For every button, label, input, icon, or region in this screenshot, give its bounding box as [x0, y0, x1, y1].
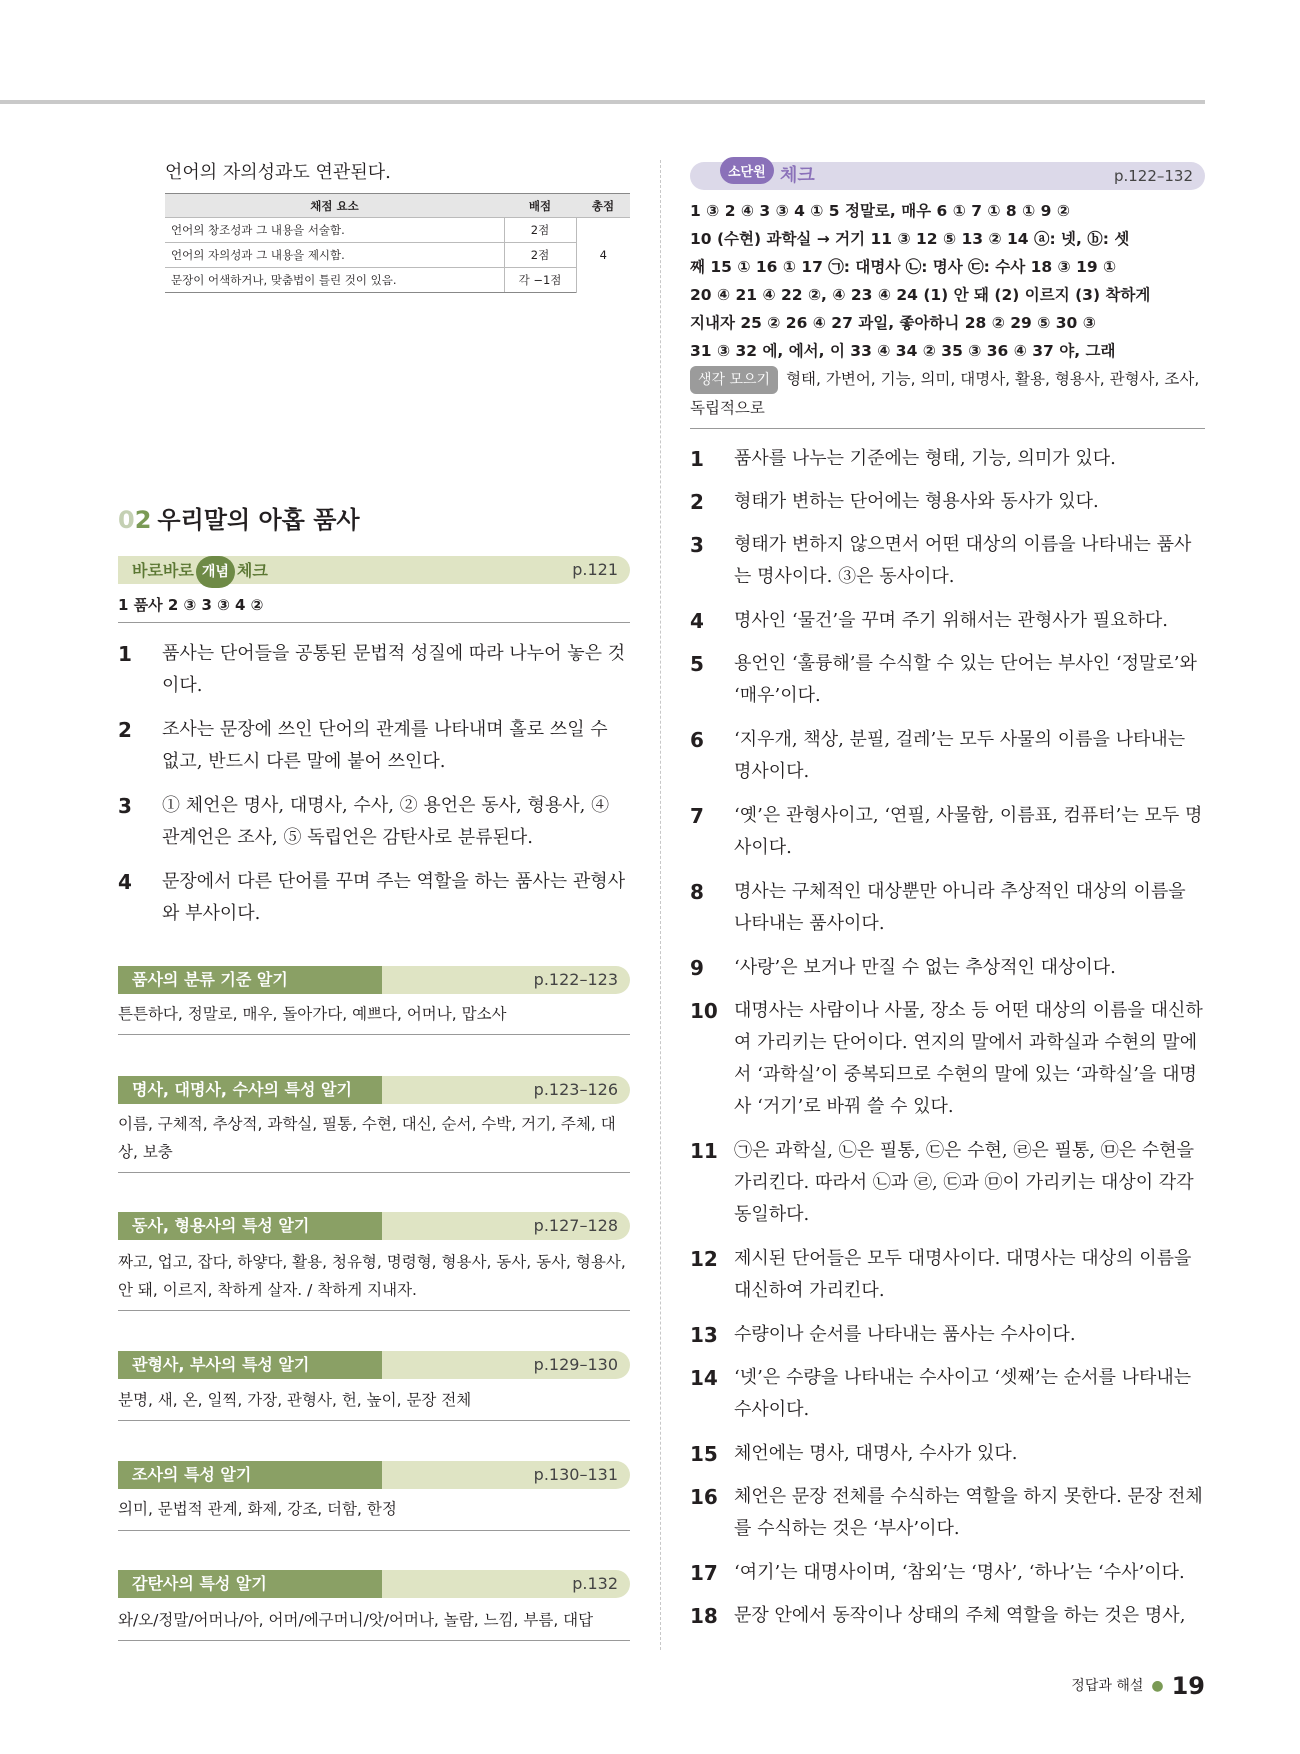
question-item: 7 ‘옛’은 관형사이고, ‘연필, 사물함, 이름표, 컴퓨터’는 모두 명사이다.: [690, 804, 1203, 858]
question-item: 14 ‘넷’은 수량을 나타내는 수사이고 ‘셋째’는 순서를 나타내는 수사이다.: [690, 1366, 1192, 1420]
page-number: 19: [1171, 1672, 1205, 1700]
question-item: 16 체언은 문장 전체를 수식하는 역할을 하지 못한다. 문장 전체를 수식하는 것은 ‘부사’이다.: [690, 1485, 1203, 1539]
unit-badge: 소단원: [720, 157, 774, 184]
score-item: 문장이 어색하거나, 맞춤법이 틀린 것이 있음.: [165, 268, 504, 293]
question-item: 4 명사인 ‘물건’을 꾸며 주기 위해서는 관형사가 필요하다.: [690, 609, 1169, 633]
answer-line: 지내자 25 ② 26 ④ 27 과일, 좋아하니 28 ② 29 ⑤ 30 ③: [690, 314, 1096, 332]
question-item: 12 제시된 단어들은 모두 대명사이다. 대명사는 대상의 이름을 대신하여 가리킨다.: [690, 1247, 1192, 1301]
page-footer: [1071, 1672, 1205, 1700]
score-value: 각 −1점: [504, 268, 576, 293]
concept-check-bar: [118, 556, 630, 584]
concept-check-label: 바로바로 개념 체크: [118, 556, 268, 584]
divider: [118, 1034, 630, 1035]
answer-line: 1 ③ 2 ④ 3 ③ 4 ① 5 정말로, 매우 6 ① 7 ① 8 ① 9 ②: [690, 202, 1070, 220]
answer-line: 10 (수현) 과학실 → 거기 11 ③ 12 ⑤ 13 ② 14 ⓐ: 넷, ⓑ: 셋: [690, 230, 1130, 248]
question-item: 9 ‘사랑’은 보거나 만질 수 없는 추상적인 대상이다.: [690, 956, 1116, 980]
question-item: 3 형태가 변하지 않으면서 어떤 대상의 이름을 나타내는 품사는 명사이다. ③은 동사이다.: [690, 533, 1192, 587]
concept-answers: 1 품사 2 ③ 3 ③ 4 ②: [118, 596, 264, 614]
divider: [118, 1420, 630, 1421]
unit-answers: [690, 197, 1205, 422]
think-line: 생각 모으기 형태, 가변어, 기능, 의미, 대명사, 활용, 형용사, 관형사, 조사,: [690, 365, 1205, 394]
topic-keywords: 이름, 구체적, 추상적, 과학실, 필통, 수현, 대신, 순서, 수박, 거기, 주체, 대상, 보충: [118, 1115, 616, 1161]
answer-line: 31 ③ 32 에, 에서, 이 33 ④ 34 ② 35 ③ 36 ④ 37 야, 그래: [690, 342, 1116, 360]
footer-label: 정답과 해설: [1071, 1678, 1144, 1694]
topic-bar: 관형사, 부사의 특성 알기 p.129–130: [118, 1351, 630, 1379]
table-row: [165, 268, 630, 293]
question-item: 11 ㉠은 과학실, ㉡은 필통, ㉢은 수현, ㉣은 필통, ㉤은 수현을 가리킨다. 따라서 ㉡과 ㉣, ㉢과 ㉤이 가리키는 대상이 각각 동일하다.: [690, 1139, 1194, 1225]
divider: [690, 428, 1205, 429]
divider: [118, 1310, 630, 1311]
question-item: 17 ‘여기’는 대명사이며, ‘참외’는 ‘명사’, ‘하나’는 ‘수사’이다.: [690, 1561, 1185, 1585]
topic-keywords: 의미, 문법적 관계, 화제, 강조, 더함, 한정: [118, 1500, 397, 1518]
column-divider: [660, 160, 661, 1650]
score-total: 4: [576, 218, 630, 293]
question-item: 2 조사는 문장에 쓰인 단어의 관계를 나타내며 홀로 쓰일 수 없고, 반드시 다른 말에 붙어 쓰인다.: [118, 718, 608, 772]
score-header-item: 채점 요소: [165, 194, 504, 218]
section-title-text: 우리말의 아홉 품사: [157, 506, 360, 534]
topic-keywords: 분명, 새, 온, 일찍, 가장, 관형사, 헌, 높이, 문장 전체: [118, 1391, 472, 1409]
concept-badge: 개념: [196, 556, 235, 588]
intro-text: 언어의 자의성과도 연관된다.: [165, 162, 391, 183]
question-item: 8 명사는 구체적인 대상뿐만 아니라 추상적인 대상의 이름을 나타내는 품사이다.: [690, 880, 1186, 934]
score-value: 2점: [504, 218, 576, 243]
score-item: 언어의 창조성과 그 내용을 서술함.: [165, 218, 504, 243]
score-table: [165, 193, 630, 293]
question-item: 2 형태가 변하는 단어에는 형용사와 동사가 있다.: [690, 490, 1099, 514]
topic-bar: 감탄사의 특성 알기 p.132: [118, 1570, 630, 1598]
question-item: 4 문장에서 다른 단어를 꾸며 주는 역할을 하는 품사는 관형사와 부사이다.: [118, 870, 626, 924]
score-item: 언어의 자의성과 그 내용을 제시함.: [165, 243, 504, 268]
question-item: 6 ‘지우개, 책상, 분필, 걸레’는 모두 사물의 이름을 나타내는 명사이다.: [690, 728, 1186, 782]
score-value: 2점: [504, 243, 576, 268]
topic-keywords: 튼튼하다, 정말로, 매우, 돌아가다, 예쁘다, 어머나, 맙소사: [118, 1005, 507, 1023]
question-item: 15 체언에는 명사, 대명사, 수사가 있다.: [690, 1442, 1018, 1466]
question-item: 18 문장 안에서 동작이나 상태의 주체 역할을 하는 것은 명사,: [690, 1604, 1186, 1628]
think-line-2: 독립적으로: [690, 399, 765, 417]
score-header-score: 배점: [504, 194, 576, 218]
bullet-icon: ●: [1151, 1678, 1164, 1694]
table-row: [165, 243, 630, 268]
topic-bar: 조사의 특성 알기 p.130–131: [118, 1461, 630, 1489]
answer-line: 20 ④ 21 ④ 22 ②, ④ 23 ④ 24 (1) 안 돼 (2) 이르지 (3) 착하게: [690, 286, 1151, 304]
table-row: [165, 218, 630, 243]
topic-bar: 동사, 형용사의 특성 알기 p.127–128: [118, 1212, 630, 1240]
question-item: 3 ① 체언은 명사, 대명사, 수사, ② 용언은 동사, 형용사, ④ 관계언은 조사, ⑤ 독립언은 감탄사로 분류된다.: [118, 794, 610, 848]
answer-line: 째 15 ① 16 ① 17 ㉠: 대명사 ㉡: 명사 ㉢: 수사 18 ③ 19 ①: [690, 258, 1117, 276]
page-ref: p.122–132: [1113, 167, 1193, 185]
question-item: 1 품사를 나누는 기준에는 형태, 기능, 의미가 있다.: [690, 447, 1116, 471]
question-item: 5 용언인 ‘훌륭해’를 수식할 수 있는 단어는 부사인 ‘정말로’와 ‘매우’이다.: [690, 652, 1197, 706]
unit-check-title: 체크: [780, 165, 815, 186]
divider: [118, 1172, 630, 1173]
question-item: 1 품사는 단어들을 공통된 문법적 성질에 따라 나누어 놓은 것이다.: [118, 642, 626, 696]
section-number: 02: [118, 506, 152, 534]
topic-keywords: 짜고, 업고, 잡다, 하얗다, 활용, 청유형, 명령형, 형용사, 동사, 동사, 형용사, 안 돼, 이르지, 착하게 살자. / 착하게 지내자.: [118, 1253, 626, 1299]
section-title: [118, 500, 360, 535]
topic-bar: 명사, 대명사, 수사의 특성 알기 p.123–126: [118, 1076, 630, 1104]
unit-check-bar: [690, 162, 1205, 190]
question-item: 13 수량이나 순서를 나타내는 품사는 수사이다.: [690, 1323, 1076, 1347]
divider: [118, 1530, 630, 1531]
score-header-total: 총점: [576, 194, 630, 218]
page-ref: p.121: [572, 560, 618, 579]
divider: [118, 1640, 630, 1641]
divider: [118, 622, 630, 623]
question-item: 10 대명사는 사람이나 사물, 장소 등 어떤 대상의 이름을 대신하여 가리키는 단어이다. 연지의 말에서 과학실과 수현의 말에서 ‘과학실’이 중복되므로 수현의 말에 있는 ‘과학실’을 대명사 ‘거기’로 바꿔 쓸 수 있다.: [690, 999, 1203, 1117]
think-badge: 생각 모으기: [690, 366, 778, 394]
topic-keywords: 와/오/정말/어머나/아, 어머/에구머니/앗/어머나, 놀람, 느낌, 부름, 대답: [118, 1611, 594, 1629]
topic-bar: 품사의 분류 기준 알기 p.122–123: [118, 966, 630, 994]
top-rule: [0, 100, 1205, 104]
